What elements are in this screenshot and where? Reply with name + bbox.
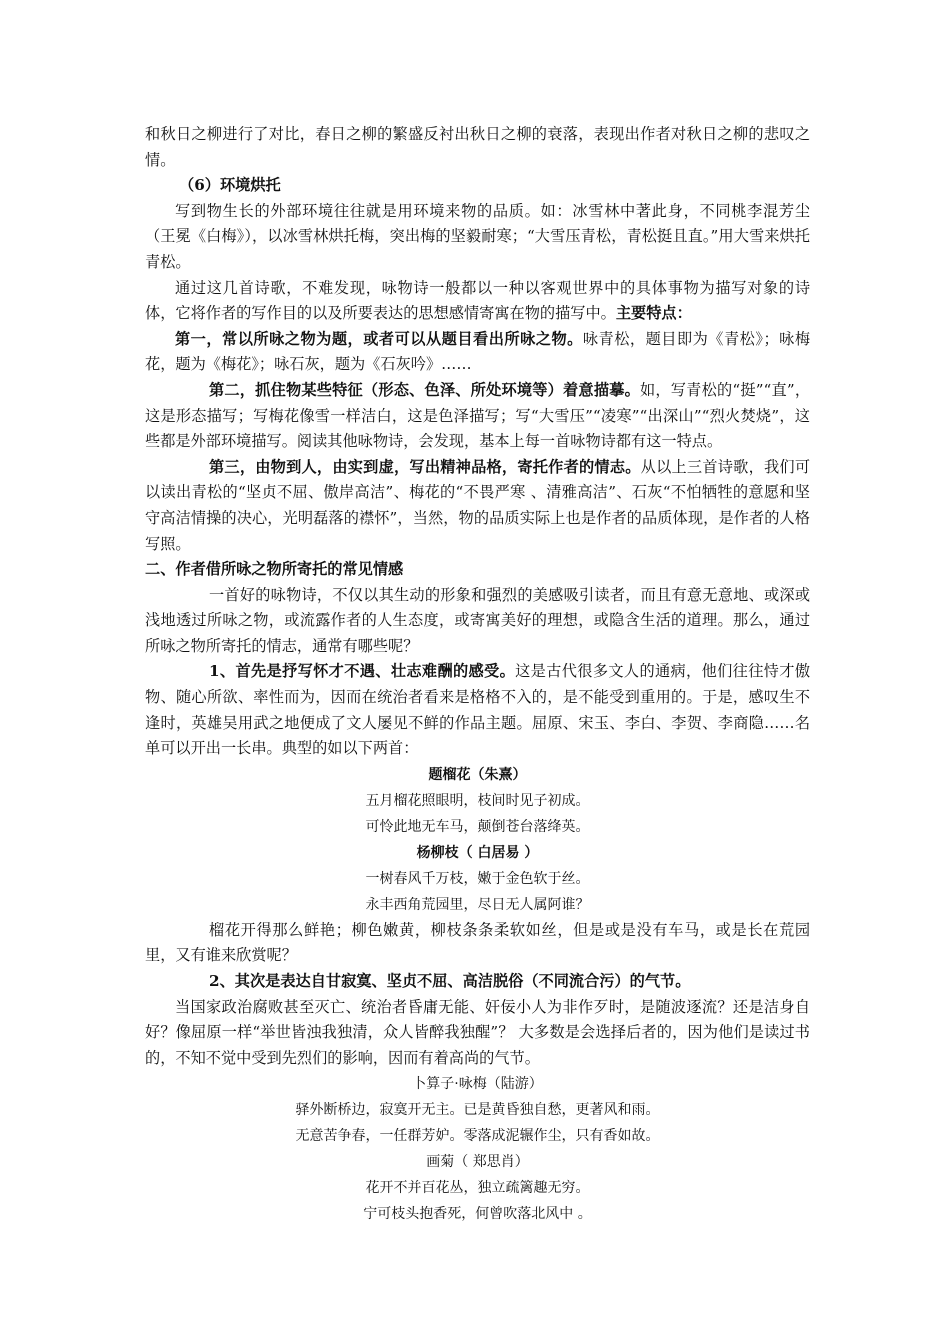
paragraph: 榴花开得那么鲜艳；柳色嫩黄，柳枝条条柔软如丝，但是或是没有车马，或是长在荒园里，又有谁来欣赏呢？ [145, 920, 810, 965]
bold-text: 第二，抓住物某些特征（形态、色泽、所处环境等）着意描摹。 [209, 380, 640, 399]
paragraph: 写到物生长的外部环境往往就是用环境来物的品质。如：冰雪林中著此身，不同桃李混芳尘（王冕《白梅》），以冰雪林烘托梅，突出梅的坚毅耐寒；“大雪压青松，青松挺且直。”用大雪来烘托青松。 [145, 201, 810, 271]
document-body [145, 122, 810, 1227]
poem-line: 宁可枝头抱香死，何曾吹落北风中 。 [363, 1206, 592, 1223]
paragraph: 当国家政治腐败甚至灭亡、统治者昏庸无能、奸佞小人为非作歹时，是随波逐流？还是洁身自好？像屈原一样“举世皆浊我独清，众人皆醉我独醒”？ 大多数是会选择后者的，因为他们是读过书的，不知不觉中受到先烈们的影响，因而有着高尚的气节。 [145, 997, 810, 1067]
bold-text: 第一，常以所咏之物为题，或者可以从题目看出所咏之物。 [175, 329, 583, 348]
paragraph [145, 327, 810, 378]
section-heading: 二、作者借所咏之物所寄托的常见情感 [145, 560, 404, 579]
text: 这是古代很多文人的通病，他们往往恃才傲物、随心所欲、率性而为，因而在统治者看来是格格不入的，是不能受到重用的。于是，感叹生不逢时，英雄吴用武之地便成了文人屡见不鲜的作品主题。屈原、宋玉、李白、李贺、李商隐……名单可以开出一长串。典型的如以下两首： [145, 662, 811, 758]
text: 通过这几首诗歌，不难发现，咏物诗一般都以一种以客观世界中的具体事物为描写对象的诗体，它将作者的写作目的以及所要表达的思想感情寄寓在物的描写中。 [145, 278, 810, 323]
bold-paragraph: 2、其次是表达自甘寂寞、坚贞不屈、高洁脱俗（不同流合污）的气节。 [209, 972, 691, 991]
poem-title: 卜算子·咏梅（陆游） [412, 1076, 543, 1093]
subheading-environment: （6）环境烘托 [179, 176, 281, 195]
bold-text: 第三，由物到人，由实到虚，写出精神品格，寄托作者的情志。 [209, 457, 641, 476]
poem-title: 题榴花（朱熹） [428, 766, 527, 783]
poem-title: 画菊（ 郑思肖） [426, 1154, 529, 1171]
paragraph [145, 659, 810, 761]
poem-line: 无意苦争春，一任群芳妒。零落成泥辗作尘，只有香如故。 [295, 1128, 660, 1145]
poem-line: 驿外断桥边，寂寞开无主。已是黄昏独自愁，更著风和雨。 [295, 1102, 660, 1119]
paragraph: 和秋日之柳进行了对比，春日之柳的繁盛反衬出秋日之柳的衰落，表现出作者对秋日之柳的悲叹之情。 [145, 125, 810, 169]
poem-line: 花开不并百花丛，独立疏篱趣无穷。 [365, 1180, 590, 1197]
poem-title: 杨柳枝（ 白居易 ） [416, 844, 539, 861]
poem-line: 永丰西角荒园里，尽日无人属阿谁？ [365, 896, 590, 913]
poem-line: 可怜此地无车马，颠倒苍台落绛英。 [365, 818, 590, 835]
paragraph [145, 455, 810, 557]
bold-text: 主要特点： [615, 304, 692, 323]
bold-text: 1、首先是抒写怀才不遇、壮志难酬的感受。 [209, 662, 516, 681]
poem-line: 一树春风千万枝，嫩于金色软于丝。 [365, 870, 590, 887]
paragraph [145, 378, 810, 455]
paragraph [145, 276, 810, 327]
paragraph: 一首好的咏物诗，不仅以其生动的形象和强烈的美感吸引读者，而且有意无意地、或深或浅地透过所咏之物，或流露作者的人生态度，或寄寓美好的理想，或隐含生活的道理。那么，通过所咏之物所寄托的情志，通常有哪些呢？ [145, 585, 810, 655]
text: 从以上三首诗歌，我们可以读出青松的“坚贞不屈、傲岸高洁”、梅花的“不畏严寒 、清雅高洁”、石灰“不怕牺牲的意愿和坚守高洁情操的决心，光明磊落的襟怀”，当然，物的品质实际上也是作者的品质体现，是作者的人格写照。 [145, 457, 811, 553]
poem-line: 五月榴花照眼明，枝间时见子初成。 [365, 792, 590, 809]
text: 咏青松，题目即为《青松》；咏梅花，题为《梅花》；咏石灰，题为《石灰吟》…… [145, 329, 811, 374]
text: 如，写青松的“挺”“直”，这是形态描写；写梅花像雪一样洁白，这是色泽描写；写“大雪压”“凌寒”“出深山”“烈火焚烧”，这些都是外部环境描写。阅读其他咏物诗，会发现，基本上每一首咏物诗都有这一特点。 [145, 380, 811, 451]
